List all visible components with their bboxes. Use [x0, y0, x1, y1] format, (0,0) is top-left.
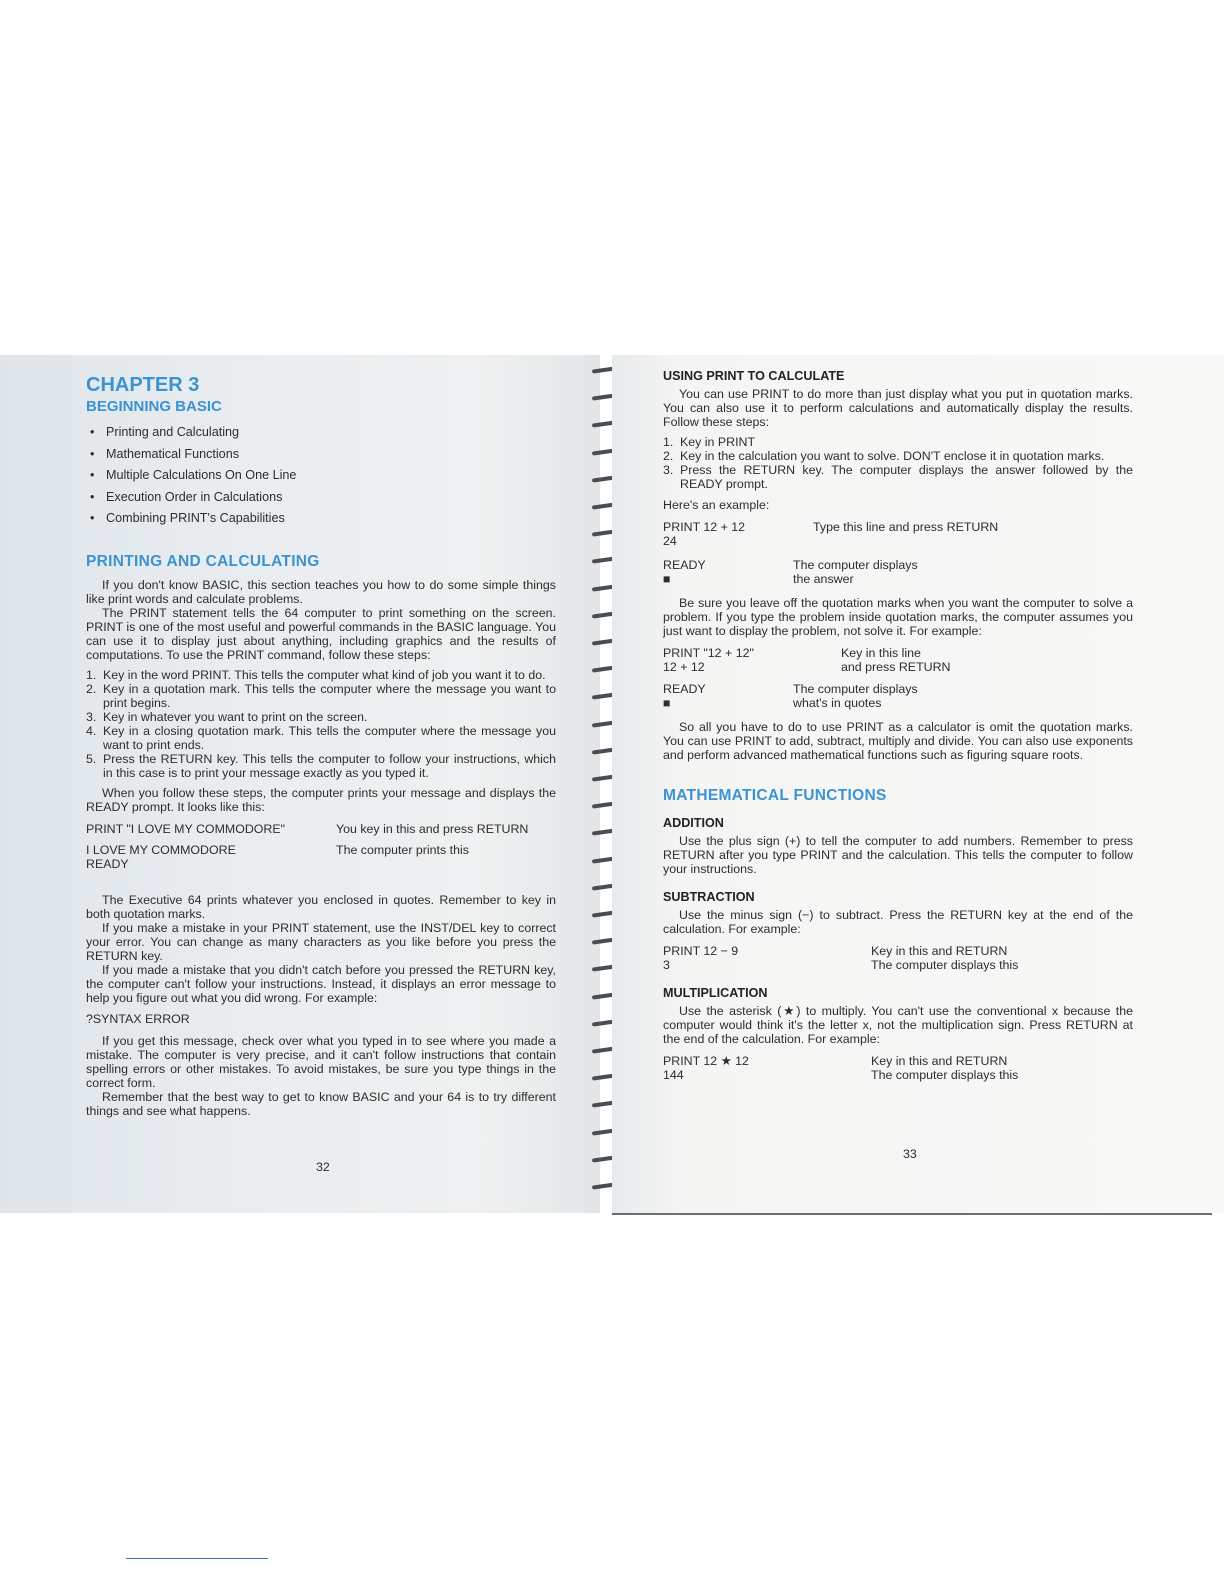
note-line: the answer — [793, 572, 854, 586]
step-text: Key in the word PRINT. This tells the computer what kind of job you want it to do. — [103, 667, 546, 682]
example-code — [663, 1054, 871, 1082]
step-text: Press the RETURN key. The computer displays the answer followed by the READY prompt. — [680, 463, 1133, 491]
chapter-subtitle: BEGINNING BASIC — [86, 398, 222, 415]
list-item: • Multiple Calculations On One Line — [90, 465, 556, 487]
example-intro: Here's an example: — [663, 498, 770, 512]
example-note: You key in this and press RETURN — [336, 821, 529, 836]
list-item — [86, 682, 556, 710]
note-line: The computer displays this — [871, 958, 1019, 972]
section-title-math: MATHEMATICAL FUNCTIONS — [663, 787, 887, 804]
list-item — [86, 668, 556, 682]
example-output-love — [86, 843, 556, 871]
code-line: PRINT 12 ★ 12 — [663, 1054, 749, 1068]
note-line: The computer displays this — [871, 1068, 1019, 1082]
example-ready-quotes — [663, 682, 1133, 710]
example-ready-answer — [663, 558, 1133, 586]
list-item — [86, 752, 556, 780]
step-text: Key in whatever you want to print on the screen. — [103, 709, 368, 724]
step-text: Press the RETURN key. This tells the computer to follow your instructions, which in this case is to print your message exactly as you typed it. — [103, 751, 556, 780]
step-number: 1. — [663, 435, 674, 449]
paragraph-check: If you get this message, check over what you typed in to see where you made a mistake. The computer is very precise, and it can't follow instructions that contain spelling errors or other mistakes. To avoid mistakes, be sure you type things in the correct form. — [86, 1033, 556, 1090]
cursor-block: ■ — [663, 696, 671, 710]
list-item — [663, 463, 1133, 491]
paragraph-follow-steps: When you follow these steps, the computer prints your message and displays the READY prompt. It looks like this: — [86, 785, 556, 814]
list-item: • Mathematical Functions — [90, 444, 556, 466]
print-steps-list — [86, 668, 556, 780]
example-code — [86, 843, 336, 871]
example-note — [871, 1054, 1133, 1082]
code-line: PRINT 12 + 12 — [663, 520, 746, 534]
example-code — [663, 944, 871, 972]
paragraph-mistake: If you make a mistake in your PRINT statement, use the INST/DEL key to correct your error. You can change as many characters as you like before you press the RETURN key. — [86, 920, 556, 963]
note-line: Key in this and RETURN — [871, 1054, 1008, 1068]
note-line: what's in quotes — [793, 696, 882, 710]
code-line: 3 — [663, 958, 670, 972]
example-code — [663, 558, 793, 586]
divider-line — [126, 1558, 268, 1559]
paragraph-error: If you made a mistake that you didn't catch before you pressed the RETURN key, the computer can't follow your instructions. Instead, it displays an error message to help you figure out what you did wrong. For example: — [86, 962, 556, 1005]
example-code — [663, 520, 813, 548]
heading-multiplication: MULTIPLICATION — [663, 986, 768, 1000]
list-item: • Combining PRINT's Capabilities — [90, 508, 556, 530]
note-line: and press RETURN — [841, 660, 951, 674]
heading-addition: ADDITION — [663, 816, 724, 830]
right-page — [612, 355, 1224, 1213]
code-line: READY — [663, 558, 706, 572]
example-print-love — [86, 822, 556, 836]
calc-steps-list — [663, 435, 1133, 491]
step-number: 3. — [86, 709, 97, 724]
paragraph-intro: If you don't know BASIC, this section teaches you how to do some simple things like print words and calculate problems. — [86, 577, 556, 606]
list-item — [663, 435, 1133, 449]
paragraph-multiplication: Use the asterisk (★) to multiply. You can't use the conventional x because the computer would think it's the letter x, not the multiplication sign. Press RETURN at the end of the calculation. For example: — [663, 1004, 1133, 1046]
syntax-error-example: ?SYNTAX ERROR — [86, 1011, 190, 1026]
code-line: I LOVE MY COMMODORE — [86, 842, 236, 857]
code-line: READY — [86, 856, 129, 871]
list-item — [663, 449, 1133, 463]
paragraph-remember: Remember that the best way to get to know BASIC and your 64 is to try different things and see what happens. — [86, 1089, 556, 1118]
example-code: PRINT "I LOVE MY COMMODORE" — [86, 821, 286, 836]
cursor-block: ■ — [663, 572, 671, 586]
step-text: Key in the calculation you want to solve. DON'T enclose it in quotation marks. — [680, 449, 1105, 463]
example-note — [793, 558, 1133, 586]
paragraph-quotes: Be sure you leave off the quotation marks when you want the computer to solve a problem. If you type the problem inside quotation marks, the computer assumes you just want to display the problem, not solve it. For example: — [663, 596, 1133, 638]
example-note — [841, 646, 1133, 674]
page-number: 32 — [316, 1160, 330, 1174]
step-number: 4. — [86, 723, 97, 738]
code-line: PRINT "12 + 12" — [663, 646, 754, 660]
note-line: The computer displays — [793, 682, 918, 696]
note-line: Key in this and RETURN — [871, 944, 1008, 958]
left-page — [0, 355, 600, 1213]
example-multiplication — [663, 1054, 1133, 1082]
list-item: • Printing and Calculating — [90, 422, 556, 444]
example-code — [663, 646, 841, 674]
heading-subtraction: SUBTRACTION — [663, 890, 755, 904]
list-item — [86, 710, 556, 724]
list-item: • Execution Order in Calculations — [90, 487, 556, 509]
example-print-quoted — [663, 646, 1133, 674]
book-spread — [0, 355, 1224, 1225]
example-note: Type this line and press RETURN — [813, 520, 999, 534]
code-line: 24 — [663, 534, 677, 548]
step-number: 2. — [663, 449, 674, 463]
code-line: 12 + 12 — [663, 660, 705, 674]
example-subtraction — [663, 944, 1133, 972]
paragraph-intro: You can use PRINT to do more than just display what you put in quotation marks. You can also use it to perform calculations and automatically display the results. Follow these steps: — [663, 387, 1133, 429]
step-number: 3. — [663, 463, 674, 477]
note-line: The computer displays — [793, 558, 918, 572]
paragraph-addition: Use the plus sign (+) to tell the computer to add numbers. Remember to press RETURN after you type PRINT and the calculation. This tells the computer to follow your instructions. — [663, 834, 1133, 876]
code-line: READY — [663, 682, 706, 696]
paragraph-calculator: So all you have to do to use PRINT as a calculator is omit the quotation marks. You can use PRINT to add, subtract, multiply and divide. You can also use exponents and perform advanced mathematical functions such as figuring square roots. — [663, 720, 1133, 762]
page-edge-line — [612, 1213, 1212, 1215]
section-title-printing: PRINTING AND CALCULATING — [86, 552, 320, 570]
step-number: 5. — [86, 751, 97, 766]
chapter-topics-list — [86, 422, 556, 530]
right-page-content — [663, 369, 1133, 1082]
paragraph-subtraction: Use the minus sign (−) to subtract. Press the RETURN key at the end of the calculation. For example: — [663, 908, 1133, 936]
example-note: The computer prints this — [336, 842, 469, 857]
note-line: Key in this line — [841, 646, 921, 660]
code-line: 144 — [663, 1068, 684, 1082]
example-code — [663, 682, 793, 710]
step-text: Key in a quotation mark. This tells the computer where the message you want to print begins. — [103, 681, 556, 710]
step-text: Key in a closing quotation mark. This tells the computer where the message you want to print ends. — [103, 723, 556, 752]
example-print-12 — [663, 520, 1133, 548]
paragraph-executive: The Executive 64 prints whatever you enclosed in quotes. Remember to key in both quotation marks. — [86, 892, 556, 921]
page-number: 33 — [903, 1147, 917, 1161]
example-note — [793, 682, 1133, 710]
paragraph-print-statement: The PRINT statement tells the 64 computer to print something on the screen. PRINT is one of the most useful and powerful commands in the BASIC language. You can use it to display just about anything, including graphics and the results of computations. To use the PRINT command, follow these steps: — [86, 605, 556, 662]
step-number: 2. — [86, 681, 97, 696]
example-note — [871, 944, 1133, 972]
heading-using-print: USING PRINT TO CALCULATE — [663, 369, 845, 383]
list-item — [86, 724, 556, 752]
step-number: 1. — [86, 667, 97, 682]
chapter-title: CHAPTER 3 — [86, 374, 200, 396]
step-text: Key in PRINT — [680, 435, 756, 449]
left-page-content — [86, 373, 556, 1118]
code-line: PRINT 12 − 9 — [663, 944, 739, 958]
